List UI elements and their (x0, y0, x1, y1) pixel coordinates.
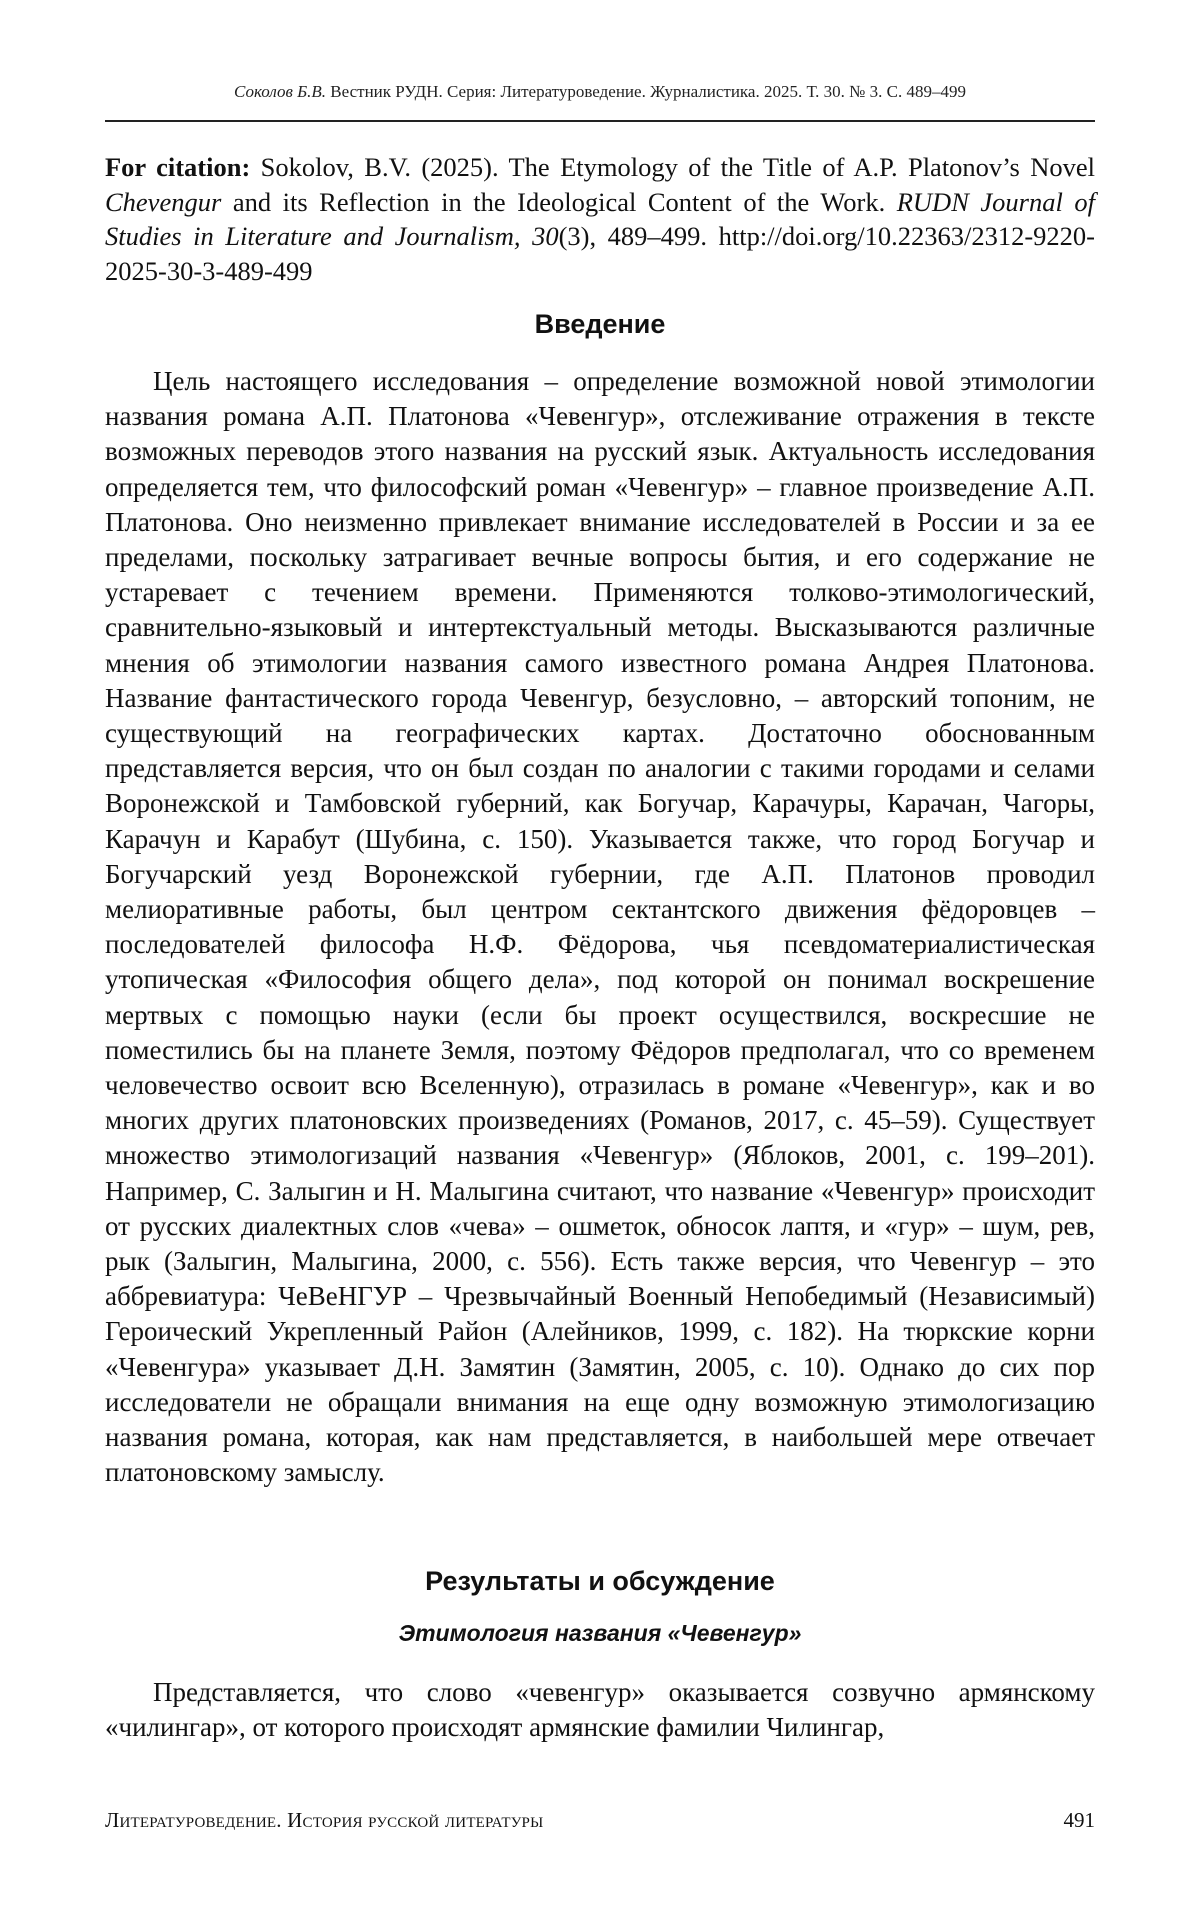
citation-novel-title: Chevengur (105, 187, 221, 217)
intro-heading: Введение (105, 309, 1095, 340)
citation-text-1: Sokolov, B.V. (2025). The Etymology of the Title of A.P. Platonov’s Novel (261, 152, 1095, 182)
footer-section-title: Литературоведение. История русской литературы (105, 1808, 543, 1832)
running-head-author: Соколов Б.В. (234, 82, 326, 101)
intro-paragraph: Цель настоящего исследования – определение возможной новой этимологии названия романа А.П. Платонова «Чевенгур», отслеживание отражения в тексте возможных переводов этого названия на русский язык. Актуальность исследования определяется тем, что философский роман «Чевенгур» – главное произведение А.П. Платонова. Оно неизменно привлекает внимание исследователей в России и за ее пределами, поскольку затрагивает вечные вопросы бытия, и его содержание не устаревает с течением времени. Применяются толково-этимологический, сравнительно-языковый и интертекстуальный методы. Высказываются различные мнения об этимологии названия самого известного романа Андрея Платонова. Название фантастического города Чевенгур, безусловно, – авторский топоним, не существующий на географических картах. Достаточно обоснованным представляется версия, что он был создан по аналогии с такими городами и селами Воронежской и Тамбовской губерний, как Богучар, Карачуры, Карачан, Чагоры, Карачун и Карабут (Шубина, с. 150). Указывается также, что город Богучар и Богучарский уезд Воронежской губернии, где А.П. Платонов проводил мелиоративные работы, был центром сектантского движения фёдоровцев – последователей философа Н.Ф. Фёдорова, чья псевдоматериалистическая утопическая «Философия общего дела», под которой он понимал воскрешение мертвых с помощью науки (если бы проект осуществился, воскресшие не поместились бы на планете Земля, поэтому Фёдоров предполагал, что со временем человечество освоит всю Вселенную), отразилась в романе «Чевенгур», как и во многих других платоновских произведениях (Романов, 2017, с. 45–59). Существует множество этимологизаций названия «Чевенгур» (Яблоков, 2001, с. 199–201). Например, С. Залыгин и Н. Малыгина считают, что название «Чевенгур» происходит от русских диалектных слов «чева» – ошметок, обносок лаптя, и «гур» – шум, рев, рык (Залыгин, Малыгина, 2000, с. 556). Есть также версия, что Чевенгур – это аббревиатура: ЧеВеНГУР – Чрезвычайный Военный Непобедимый (Независимый) Героический Укрепленный Район (Алейников, 1999, с. 182). На тюркские корни «Чевенгура» указывает Д.Н. Замятин (Замятин, 2005, с. 10). Однако до сих пор исследователи не обращали внимания на еще одну возможную этимологизацию названия романа, которая, как нам представляется, в наибольшей мере отвечает платоновскому замыслу. (105, 364, 1095, 1491)
header-rule (105, 120, 1095, 122)
citation-journal: RUDN Journal of Studies in Literature and Journalism, (105, 187, 1095, 252)
citation-doi-link[interactable]: http://doi.org/10.22363/2312-9220-2025-30-3-489-499 (105, 221, 1095, 286)
citation-text-2: and its Reflection in the Ideological Content of the Work. (221, 187, 896, 217)
page-footer (105, 1808, 1095, 1833)
citation-text-3 (521, 221, 533, 251)
citation-text-4: (3), 489–499. (559, 221, 719, 251)
running-head-journal: Вестник РУДН. Серия: Литературоведение. Журналистика. 2025. Т. 30. № 3. С. 489–499 (330, 82, 966, 101)
journal-page (0, 0, 1200, 1906)
citation-label: For citation: (105, 152, 250, 182)
citation-volume: 30 (532, 221, 559, 251)
results-heading: Результаты и обсуждение (105, 1566, 1095, 1597)
results-paragraph: Представляется, что слово «чевенгур» оказывается созвучно армянскому «чилингар», от которого происходят армянские фамилии Чилингар, (105, 1675, 1095, 1745)
citation-block (105, 150, 1095, 288)
running-head (105, 82, 1095, 102)
results-subheading: Этимология названия «Чевенгур» (105, 1620, 1095, 1647)
page-number: 491 (1064, 1808, 1096, 1833)
